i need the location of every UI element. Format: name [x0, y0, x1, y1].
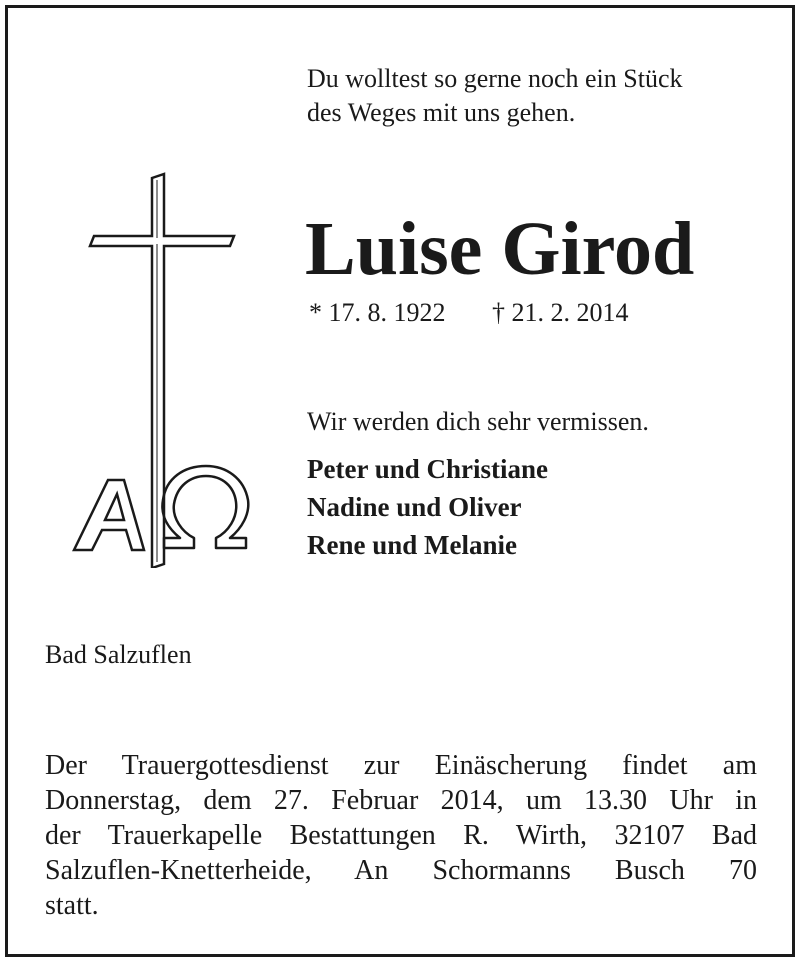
- mourner-entry: Rene und Melanie: [307, 530, 518, 560]
- service-line: Salzuflen-Knetterheide, An Schormanns Busch 70: [45, 855, 757, 886]
- life-dates: [309, 296, 629, 330]
- deceased-name: Luise Girod: [305, 207, 695, 291]
- motto-line: des Weges mit uns gehen.: [307, 98, 576, 127]
- omega-letter: [162, 466, 248, 548]
- motto-line: Du wolltest so gerne noch ein Stück: [307, 64, 683, 93]
- place-name: Bad Salzuflen: [45, 640, 192, 669]
- birth-date: * 17. 8. 1922: [309, 298, 446, 327]
- service-line: der Trauerkapelle Bestattungen R. Wirth, 32107 Bad: [45, 820, 757, 851]
- alpha-letter: [74, 480, 144, 550]
- mourner-entry: Peter und Christiane: [307, 454, 548, 484]
- service-line: Der Trauergottesdienst zur Einäscherung findet am: [45, 750, 757, 781]
- mourner-entry: Nadine und Oliver: [307, 492, 522, 522]
- service-line: statt.: [45, 890, 99, 921]
- service-announcement: [45, 748, 757, 923]
- mourners-list: [307, 450, 548, 564]
- service-line: Donnerstag, dem 27. Februar 2014, um 13.30 Uhr in: [45, 785, 757, 816]
- cross-alpha-omega-icon: [68, 172, 250, 568]
- death-date: † 21. 2. 2014: [492, 298, 629, 327]
- motto: [307, 62, 683, 130]
- sentiment-text: Wir werden dich sehr vermissen.: [307, 407, 649, 436]
